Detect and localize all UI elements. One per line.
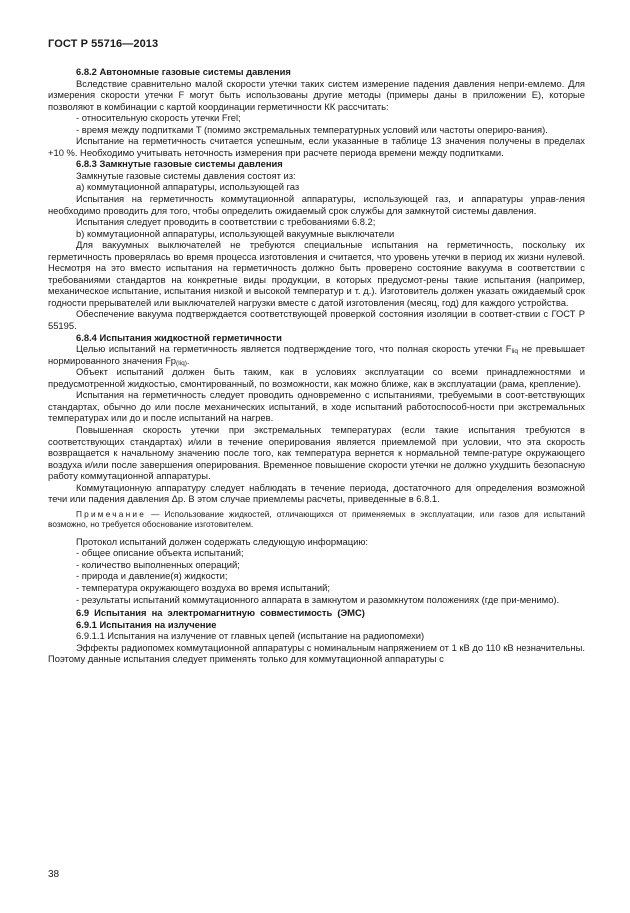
paragraph-text: не превышает нормированного значения Fp — [48, 343, 585, 366]
list-item: - результаты испытаний коммутационного аппарата в замкнутом и разомкнутом положениях (где при-менимо). — [76, 593, 560, 605]
list-item: - количество выполненных операций; — [76, 558, 240, 570]
list-item: a) коммутационной аппаратуры, использующей газ — [76, 181, 300, 193]
list-item: - время между подпитками T (помимо экстремальных температурных условий или частоты опериро-вания). — [76, 123, 548, 135]
paragraph: Повышенная скорость утечки при экстремальных температурах (если такие испытания требуются в соответствующих стандартах) и/или в течение оперирования является приемлемой при условии, что эта скорость возвращается к начальному значению после того, как температура вернется к нормальной темпе-ратуре окружающего воздуха и/или после завершения оперирования. Временное повышение скорости утечки не должно ухудшить безопасную работу коммутационной аппаратуры. — [48, 423, 585, 482]
section-heading-6-9: 6.9 Испытания на электромагнитную совместимость (ЭМС) — [76, 607, 365, 619]
page-header: ГОСТ Р 55716—2013 — [48, 38, 159, 50]
paragraph: Вследствие сравнительно малой скорости утечки таких систем измерение падения давления непри-емлемо. Для измерения скорости утечки F могут быть использованы другие методы (примеры даны в приложении Е), которые позволяют в комбинации с картой координации герметичности КК рассчитать: — [48, 77, 585, 112]
note-text: — Использование жидкостей, отличающихся от применяемых в эксплуатации, или газов для испытаний возможно, но требуется обоснование изготовителем. — [48, 508, 585, 530]
paragraph: 6.9.1.1 Испытания на излучение от главных цепей (испытание на радиопомехи) — [76, 630, 425, 642]
paragraph: Испытания следует проводить в соответствии с требованиями 6.8.2; — [76, 216, 376, 228]
paragraph: Испытания на герметичность коммутационной аппаратуры, использующей газ, и аппаратуры управ-ления необходимо проводить для того, чтобы определить ожидаемый срок службы для замкнутой системы давления. — [48, 193, 585, 216]
paragraph: Обеспечение вакуума подтверждается соответствующей проверкой состояния изоляции в соответ-ствии с ГОСТ Р 55195. — [48, 308, 585, 332]
paragraph: Испытание на герметичность считается успешным, если указанные в таблице 13 значения получены в пределах +10 %. Необходимо учитывать неточность измерения при расчете периода времени между подпитками. — [48, 135, 585, 158]
list-item: b) коммутационной аппаратуры, использующей вакуумные выключатели — [76, 227, 395, 239]
paragraph — [48, 343, 585, 366]
note — [48, 509, 585, 530]
paragraph-text: . — [186, 354, 190, 366]
document-body — [48, 66, 585, 665]
paragraph: Испытания на герметичность следует проводить одновременно с испытаниями, требуемыми в соот-ветствующих стандартах, обычно до или после механических испытаний, в ходе испытаний работоспособ-ности при экстремальных температурах или до и после испытаний на нагрев. — [48, 389, 585, 424]
paragraph: Коммутационную аппаратуру следует наблюдать в течение периода, достаточного для определения возможной течи или падения давления Δp. В этом случае приемлемы расчеты, приведенные в 6.8.1. — [48, 481, 585, 505]
section-heading-6-8-3: 6.8.3 Замкнутые газовые системы давления — [76, 158, 283, 170]
list-item: - относительную скорость утечки Frel; — [76, 112, 241, 124]
section-heading-6-9-1: 6.9.1 Испытания на излучение — [76, 618, 217, 630]
subscript: liq — [511, 348, 519, 356]
list-item: - температура окружающего воздуха во время испытаний; — [76, 581, 330, 593]
paragraph: Для вакуумных выключателей не требуются специальные испытания на герметичность, поскольку их герметичность проверялась во время процесса изготовления и считается, что уровень утечки в период их жизни нулевой. Несмотря на это вместо испытания на герметичность должно быть проверено состояние вакуума в соответствии с требованиями стандартов на конкретные виды продукции, в которых предусмот-рены такие испытания (например, механическое испытание, испытания низкой и высокой температур и т. д.). Изготовитель должен указать ожидаемый срок годности прерывателей или выключателей нагрузки вместе с датой изготовления (месяц, год) для каждого устройства. — [48, 239, 585, 308]
paragraph-text: Целью испытаний на герметичность является подтверждение того, что полная скорость утечки F — [76, 343, 512, 355]
subscript: (liq) — [176, 359, 187, 367]
section-heading-6-8-2: 6.8.2 Автономные газовые системы давления — [76, 66, 291, 77]
page-number: 38 — [48, 869, 60, 880]
paragraph: Эффекты радиопомех коммутационной аппаратуры с номинальным напряжением от 1 кВ до 110 кВ незначительны. Поэтому данные испытания следует применять только для коммутационной аппаратуры с — [48, 641, 585, 665]
list-item: - общее описание объекта испытаний; — [76, 547, 244, 559]
paragraph: Замкнутые газовые системы давления состоят из: — [76, 169, 296, 181]
note-label: Примечание — [76, 508, 147, 519]
list-item: - природа и давление(я) жидкости; — [76, 570, 228, 582]
section-heading-6-8-4: 6.8.4 Испытания жидкостной герметичности — [76, 331, 282, 343]
paragraph: Объект испытаний должен быть таким, как в условиях эксплуатации со всеми принадлежностями и предусмотренной жидкостью, смонтированный, по возможности, как можно ближе, как в эксплуатации (рама, крепление). — [48, 366, 585, 389]
paragraph: Протокол испытаний должен содержать следующую информацию: — [76, 535, 368, 547]
